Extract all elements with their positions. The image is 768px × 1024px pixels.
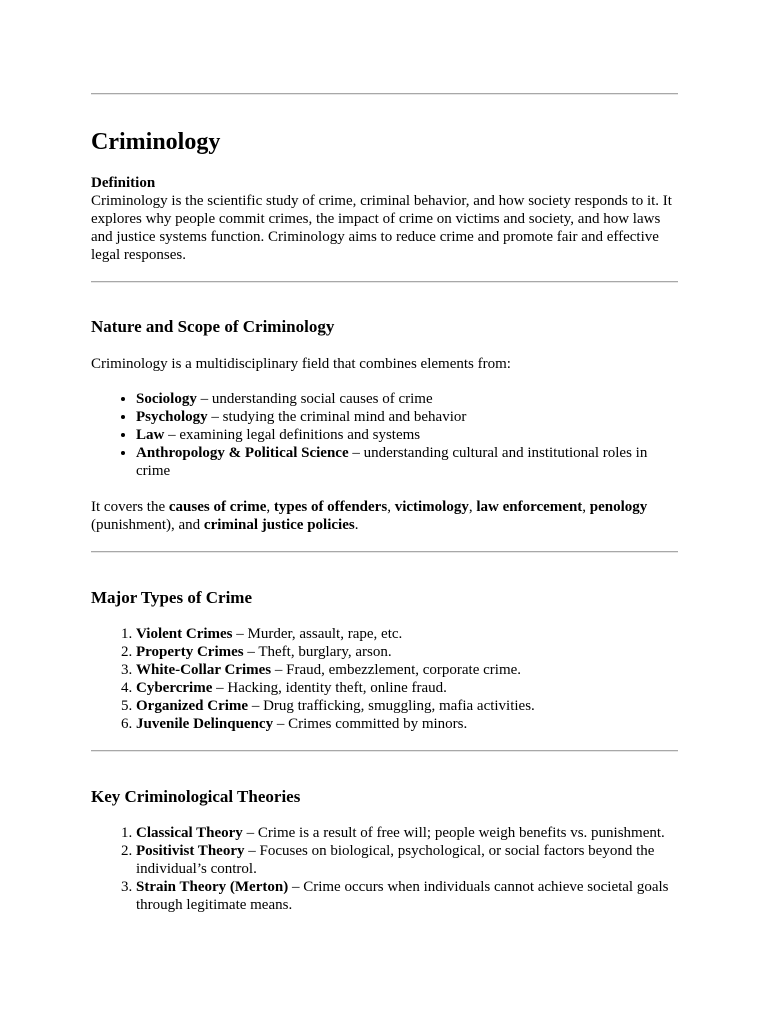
covers-text: , [387, 499, 395, 515]
covers-term: victimology [394, 499, 469, 515]
definition-text: Criminology is the scientific study of crime, criminal behavior, and how society responds to it. It explores why people commit crimes, the impact of crime on victims and society, and how laws and justice systems function. Criminology aims to reduce crime and promote fair and effective legal responses. [91, 193, 672, 263]
list-item [136, 715, 678, 733]
list-item [136, 824, 678, 842]
nature-covers [91, 498, 678, 534]
list-item-desc: – Theft, burglary, arson. [243, 644, 392, 660]
list-item-desc: – Focuses on biological, psychological, or social factors beyond the individual’s control. [136, 843, 655, 877]
list-item [136, 625, 678, 643]
covers-term: penology [589, 499, 648, 515]
list-item-desc: – understanding cultural and institutional roles in crime [136, 445, 648, 479]
list-item-term: Positivist Theory [136, 843, 245, 859]
list-item-desc: – Murder, assault, rape, etc. [232, 626, 403, 642]
covers-term: criminal justice policies [203, 517, 355, 533]
definition-heading: Definition [91, 175, 156, 191]
list-item [136, 426, 678, 444]
list-item-term: Organized Crime [136, 698, 249, 714]
list-item-term: Sociology [136, 391, 197, 407]
list-item-desc: – studying the criminal mind and behavior [207, 409, 467, 425]
covers-text: , [266, 499, 274, 515]
covers-text: , [582, 499, 590, 515]
list-item [136, 408, 678, 426]
covers-term: law enforcement [476, 499, 583, 515]
list-item-term: Strain Theory (Merton) [136, 879, 289, 895]
list-item [136, 444, 678, 480]
page-title: Criminology [91, 129, 221, 155]
discipline-list [91, 390, 678, 480]
list-item-desc: – Fraud, embezzlement, corporate crime. [271, 662, 522, 678]
nature-intro: Criminology is a multidisciplinary field that combines elements from: [91, 356, 511, 372]
list-item-term: Juvenile Delinquency [136, 716, 274, 732]
theories-list [91, 824, 678, 914]
list-item [136, 878, 678, 914]
covers-text: It covers the [91, 499, 169, 515]
covers-text: , [468, 499, 477, 515]
section-divider [91, 750, 678, 752]
nature-heading: Nature and Scope of Criminology [91, 317, 335, 336]
list-item [136, 697, 678, 715]
list-item-desc: – understanding social causes of crime [196, 391, 433, 407]
definition-section [91, 174, 678, 264]
list-item-term: Law [136, 427, 165, 443]
list-item-term: Classical Theory [136, 825, 243, 841]
crime-types-list [91, 625, 678, 733]
section-divider [91, 551, 678, 553]
list-item-term: Violent Crimes [136, 626, 233, 642]
covers-term: causes of crime [168, 499, 267, 515]
section-divider [91, 281, 678, 283]
list-item [136, 661, 678, 679]
list-item-desc: – Crime is a result of free will; people weigh benefits vs. punishment. [242, 825, 665, 841]
list-item [136, 643, 678, 661]
list-item-term: Cybercrime [136, 680, 213, 696]
theories-heading: Key Criminological Theories [91, 787, 301, 806]
list-item-desc: – Hacking, identity theft, online fraud. [212, 680, 447, 696]
covers-term: types of offenders [273, 499, 388, 515]
list-item-desc: – examining legal definitions and systems [164, 427, 421, 443]
list-item-desc: – Drug trafficking, smuggling, mafia activities. [248, 698, 535, 714]
covers-text: . [354, 517, 359, 533]
list-item [136, 842, 678, 878]
list-item-desc: – Crimes committed by minors. [273, 716, 468, 732]
list-item-term: White-Collar Crimes [136, 662, 272, 678]
list-item-term: Psychology [136, 409, 208, 425]
list-item [136, 679, 678, 697]
types-heading: Major Types of Crime [91, 588, 252, 607]
list-item-term: Anthropology & Political Science [136, 445, 349, 461]
list-item [136, 390, 678, 408]
list-item-desc: – Crime occurs when individuals cannot achieve societal goals through legitimate means. [136, 879, 669, 913]
top-divider [91, 93, 678, 95]
list-item-term: Property Crimes [136, 644, 244, 660]
covers-text: (punishment), and [91, 517, 204, 533]
